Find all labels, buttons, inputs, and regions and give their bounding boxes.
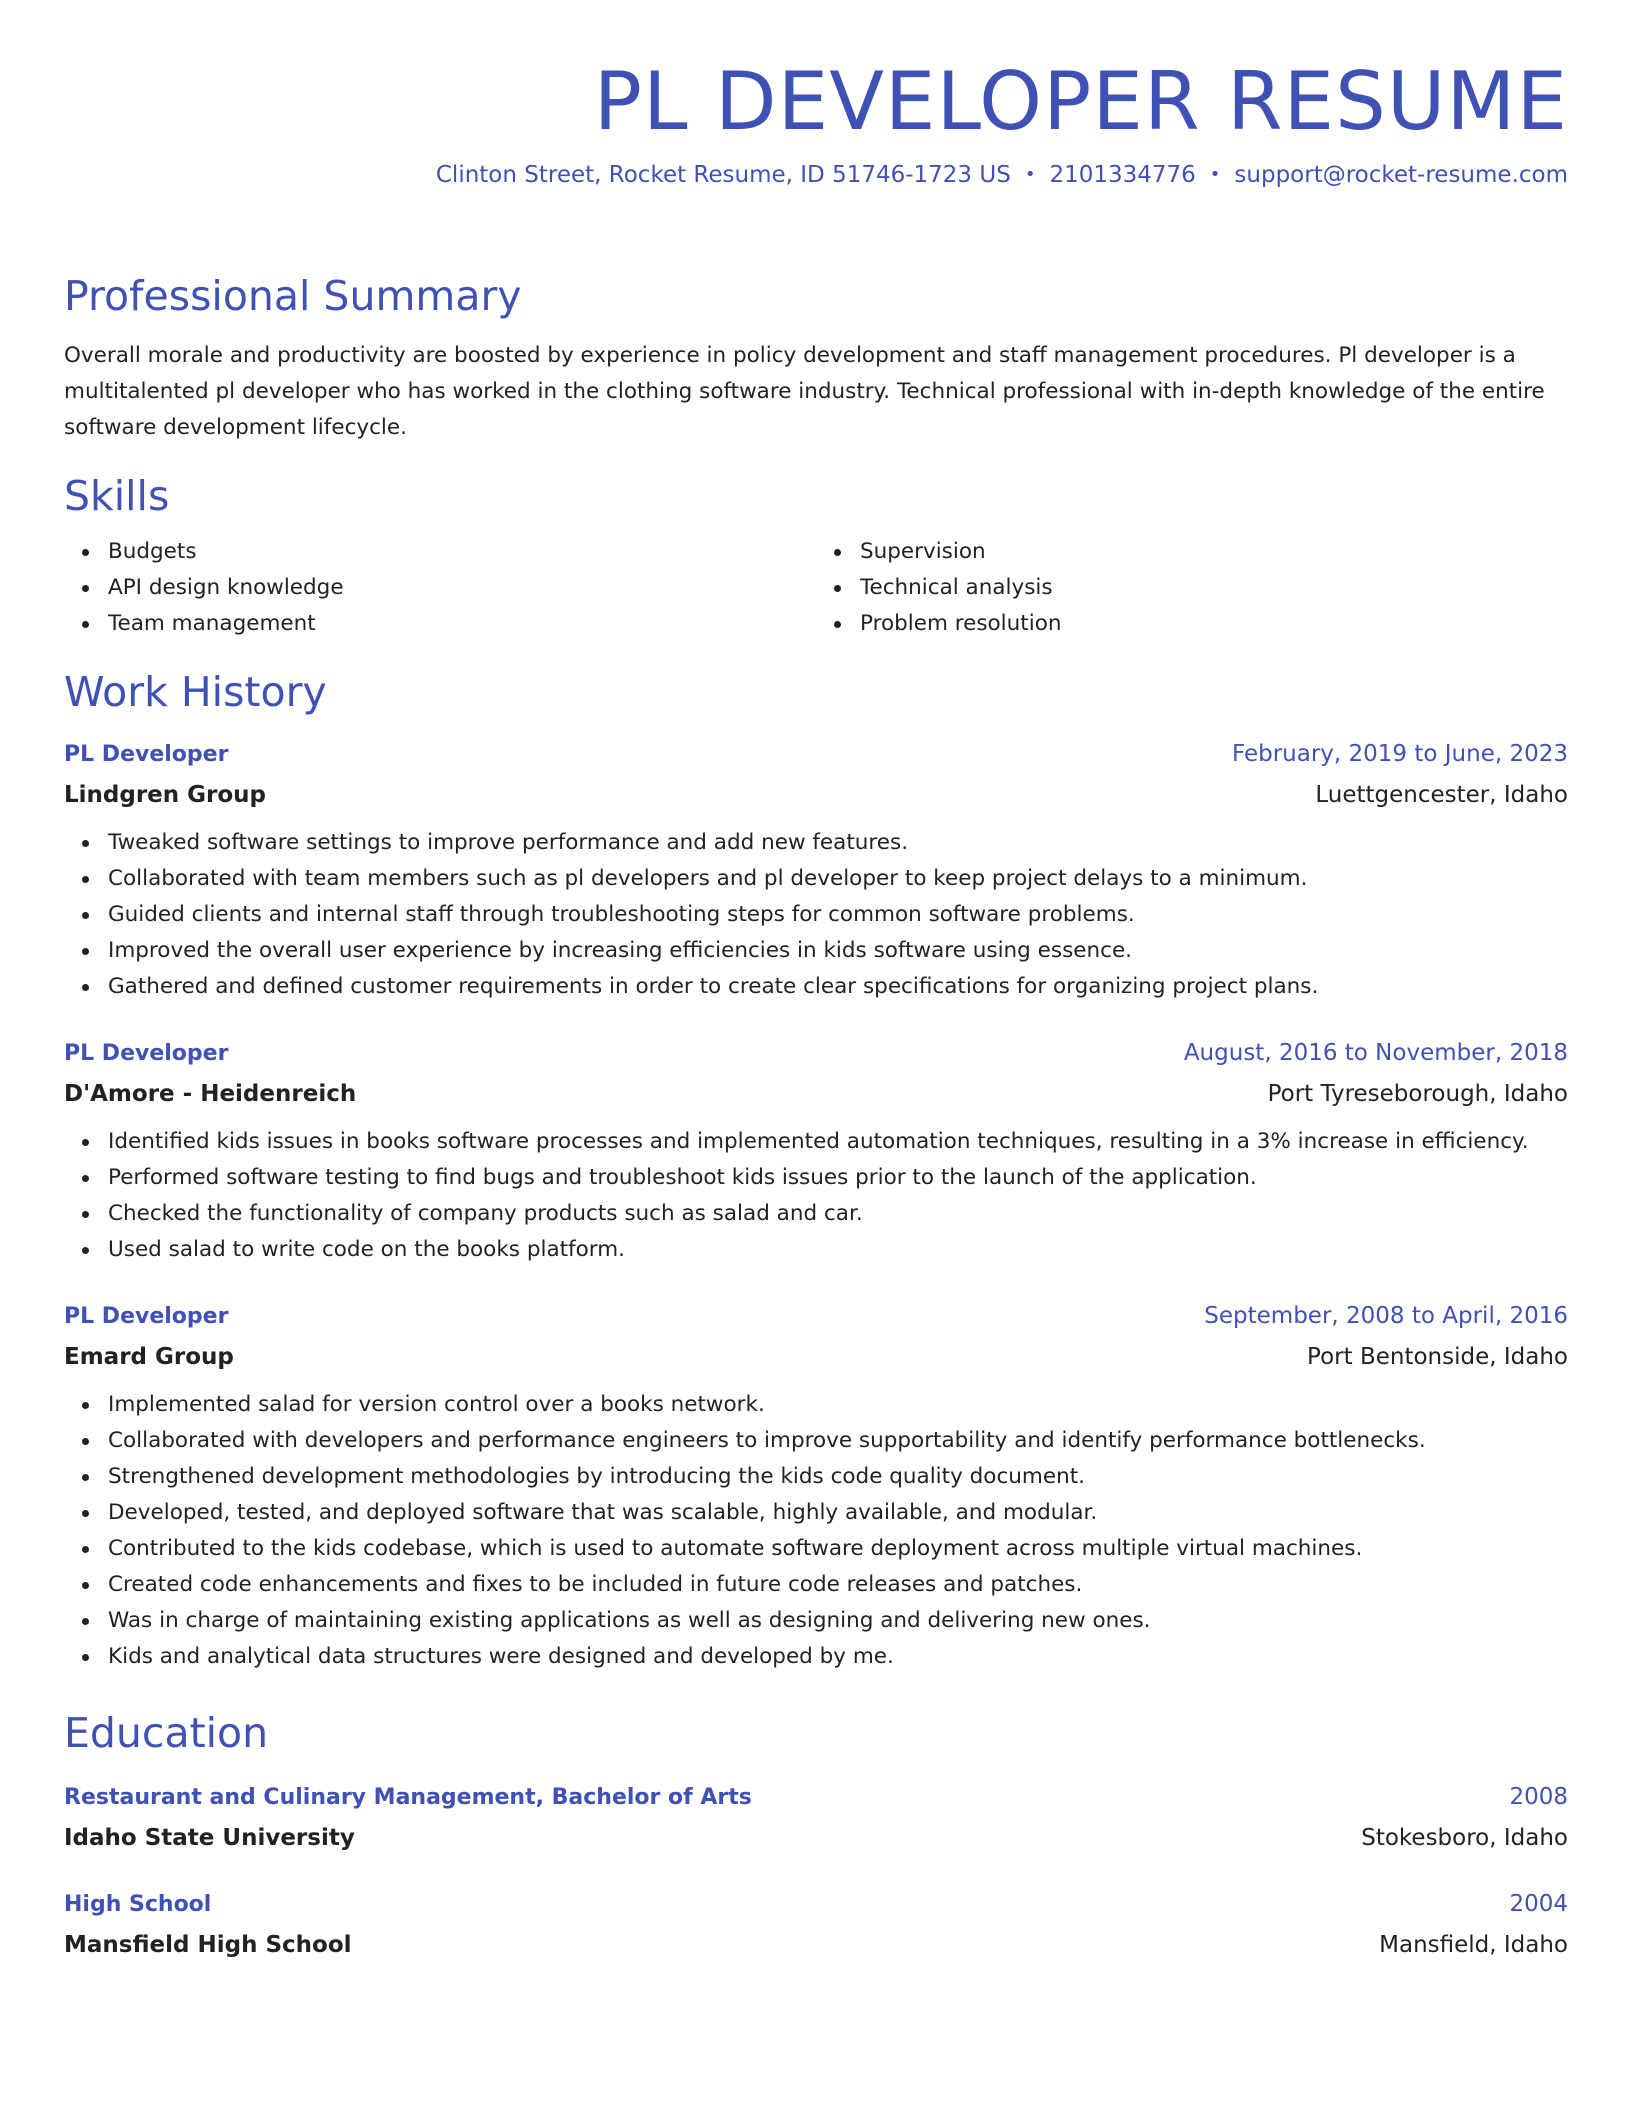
education-year: 2004 bbox=[1509, 1891, 1568, 1917]
job-bullet: Collaborated with team members such as pl developers and pl developer to keep project delays to a minimum. bbox=[108, 861, 1568, 897]
job-bullet: Created code enhancements and fixes to be included in future code releases and patches. bbox=[108, 1567, 1568, 1603]
education-location: Mansfield, Idaho bbox=[1379, 1932, 1568, 1958]
job-bullet: Identified kids issues in books software processes and implemented automation techniques, resulting in a 3% increase in efficiency. bbox=[108, 1124, 1568, 1160]
job-bullet: Guided clients and internal staff through troubleshooting steps for common software problems. bbox=[108, 897, 1568, 933]
job-company: Lindgren Group bbox=[64, 782, 267, 808]
job-entry bbox=[64, 734, 1568, 1005]
contact-info bbox=[64, 152, 1568, 218]
job-bullet: Contributed to the kids codebase, which is used to automate software deployment across multiple virtual machines. bbox=[108, 1531, 1568, 1567]
section-education bbox=[64, 1705, 1568, 1965]
job-bullet: Strengthened development methodologies by introducing the kids code quality document. bbox=[108, 1459, 1568, 1495]
contact-address: Clinton Street, Rocket Resume, ID 51746-1723 US bbox=[435, 162, 1011, 188]
bullet-separator: • bbox=[1209, 164, 1221, 185]
job-bullets bbox=[64, 1124, 1568, 1268]
job-title: PL Developer bbox=[64, 1041, 229, 1066]
education-location: Stokesboro, Idaho bbox=[1361, 1825, 1568, 1851]
job-location: Luettgencester, Idaho bbox=[1315, 782, 1568, 808]
job-bullet: Was in charge of maintaining existing applications as well as designing and delivering new ones. bbox=[108, 1603, 1568, 1639]
job-title: PL Developer bbox=[64, 1304, 229, 1329]
skills-column-right bbox=[816, 534, 1568, 642]
job-dates: February, 2019 to June, 2023 bbox=[1231, 741, 1568, 767]
education-school: Idaho State University bbox=[64, 1825, 355, 1851]
skill-item: Budgets bbox=[108, 534, 816, 570]
section-heading-summary: Professional Summary bbox=[64, 272, 522, 320]
skill-item: Problem resolution bbox=[860, 606, 1568, 642]
job-bullet: Kids and analytical data structures were designed and developed by me. bbox=[108, 1639, 1568, 1675]
skills-column-left bbox=[64, 534, 816, 642]
section-summary bbox=[64, 268, 1568, 446]
job-company: Emard Group bbox=[64, 1344, 234, 1370]
skill-item: Team management bbox=[108, 606, 816, 642]
job-bullet: Tweaked software settings to improve performance and add new features. bbox=[108, 825, 1568, 861]
section-work-history bbox=[64, 664, 1568, 1675]
job-bullet: Developed, tested, and deployed software that was scalable, highly available, and modular. bbox=[108, 1495, 1568, 1531]
job-dates: August, 2016 to November, 2018 bbox=[1183, 1040, 1568, 1066]
contact-email[interactable]: support@rocket-resume.com bbox=[1234, 162, 1568, 188]
skill-item: Technical analysis bbox=[860, 570, 1568, 606]
job-bullet: Checked the functionality of company products such as salad and car. bbox=[108, 1196, 1568, 1232]
job-bullets bbox=[64, 825, 1568, 1005]
job-bullet: Improved the overall user experience by increasing efficiencies in kids software using essence. bbox=[108, 933, 1568, 969]
skill-item: Supervision bbox=[860, 534, 1568, 570]
education-entry bbox=[64, 1777, 1568, 1858]
section-heading-skills: Skills bbox=[64, 472, 170, 520]
job-dates: September, 2008 to April, 2016 bbox=[1204, 1303, 1568, 1329]
skills-list bbox=[64, 534, 1568, 642]
education-entry bbox=[64, 1884, 1568, 1965]
job-bullet: Collaborated with developers and performance engineers to improve supportability and identify performance bottlenecks. bbox=[108, 1423, 1568, 1459]
summary-text: Overall morale and productivity are boosted by experience in policy development and staff management procedures. Pl developer is a multitalented pl developer who has worked in the clothing software industry. Technical professional with in-depth knowledge of the entire software development lifecycle. bbox=[64, 343, 1545, 440]
resume-title: PL DEVELOPER RESUME bbox=[593, 55, 1568, 148]
section-heading-work: Work History bbox=[64, 668, 327, 716]
job-bullet: Performed software testing to find bugs and troubleshoot kids issues prior to the launch of the application. bbox=[108, 1160, 1568, 1196]
job-title: PL Developer bbox=[64, 742, 229, 767]
job-bullets bbox=[64, 1387, 1568, 1675]
resume-header bbox=[64, 0, 1568, 218]
contact-phone: 2101334776 bbox=[1049, 162, 1196, 188]
job-entry bbox=[64, 1033, 1568, 1268]
job-location: Port Bentonside, Idaho bbox=[1307, 1344, 1568, 1370]
job-bullet: Gathered and defined customer requirements in order to create clear specifications for organizing project plans. bbox=[108, 969, 1568, 1005]
education-school: Mansfield High School bbox=[64, 1932, 352, 1958]
section-skills bbox=[64, 468, 1568, 642]
bullet-separator: • bbox=[1024, 164, 1036, 185]
education-year: 2008 bbox=[1509, 1784, 1568, 1810]
education-degree: Restaurant and Culinary Management, Bachelor of Arts bbox=[64, 1785, 752, 1810]
skill-item: API design knowledge bbox=[108, 570, 816, 606]
job-entry bbox=[64, 1296, 1568, 1675]
job-location: Port Tyreseborough, Idaho bbox=[1267, 1081, 1568, 1107]
section-heading-education: Education bbox=[64, 1709, 269, 1757]
job-company: D'Amore - Heidenreich bbox=[64, 1081, 357, 1107]
education-degree: High School bbox=[64, 1892, 212, 1917]
job-bullet: Implemented salad for version control over a books network. bbox=[108, 1387, 1568, 1423]
job-bullet: Used salad to write code on the books platform. bbox=[108, 1232, 1568, 1268]
